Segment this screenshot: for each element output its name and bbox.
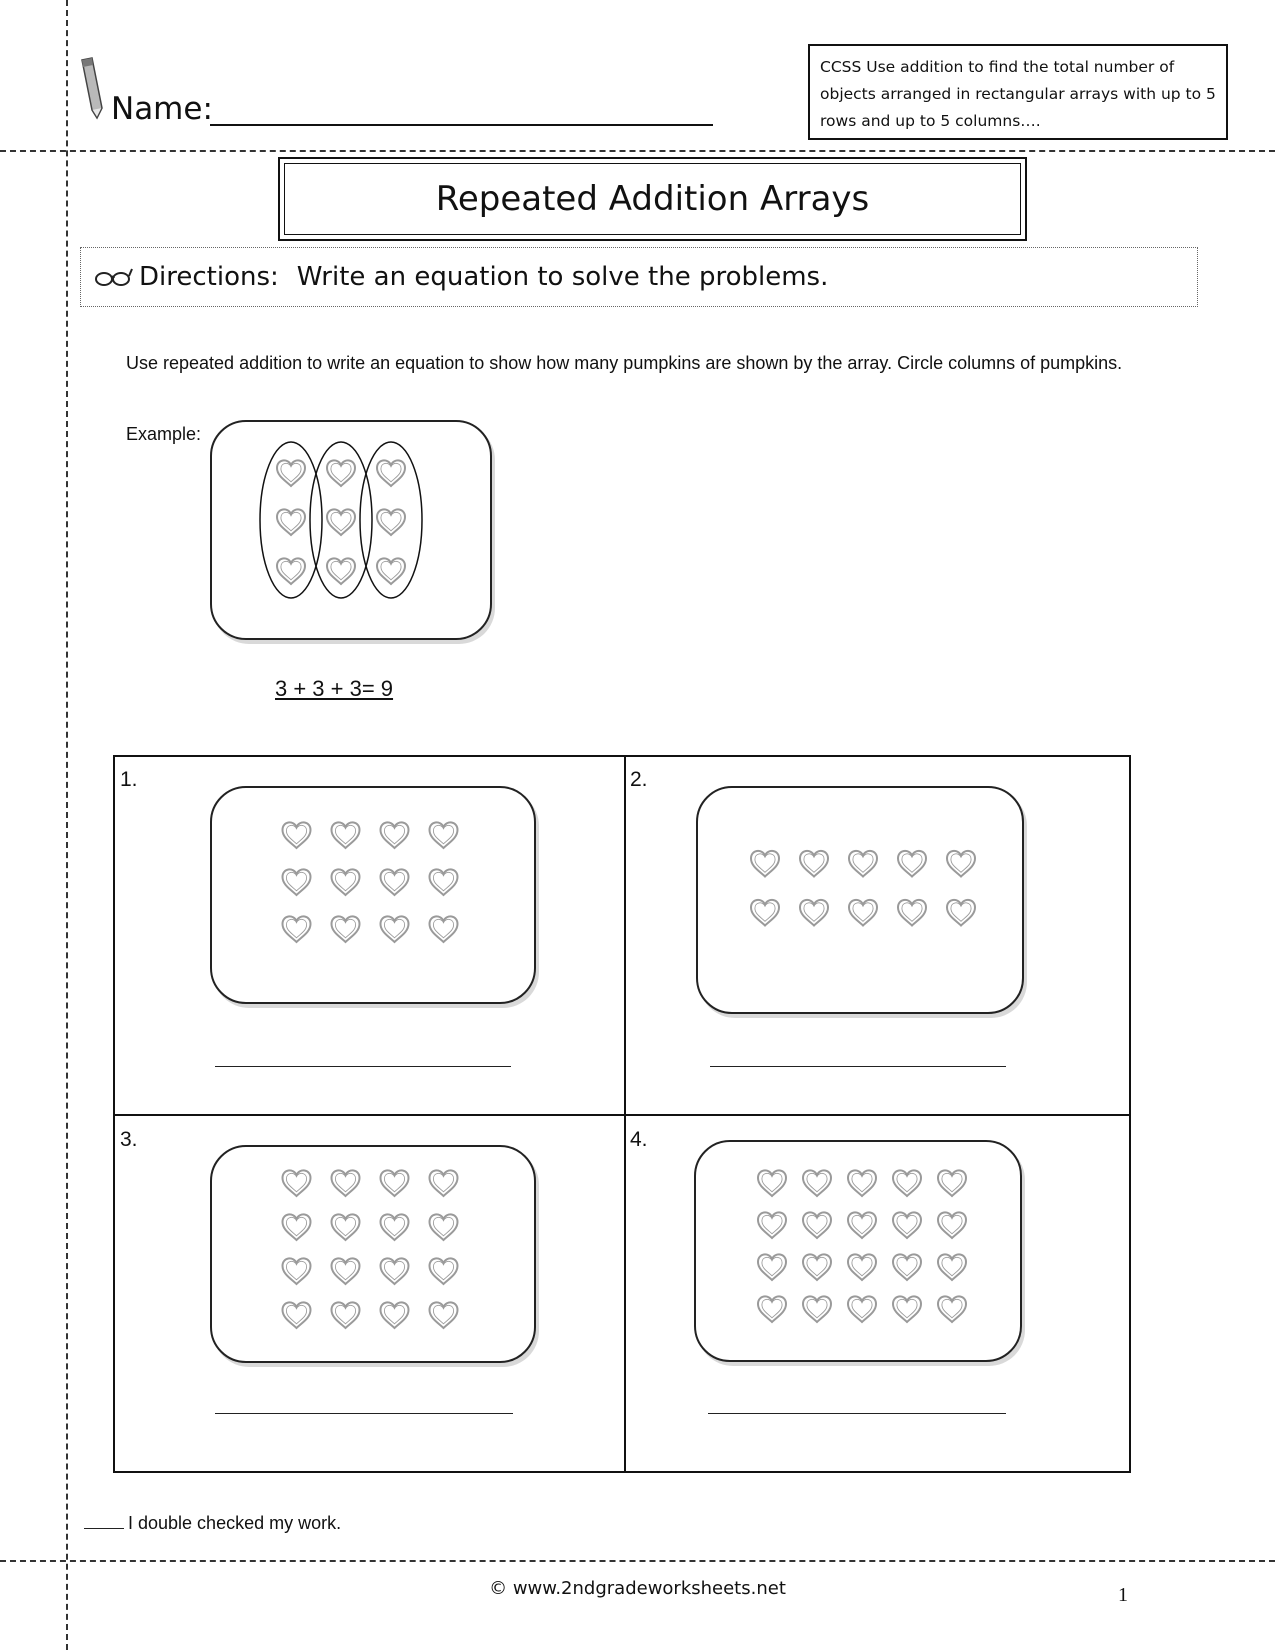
- problem-4-number: 4.: [630, 1128, 648, 1151]
- heart-icon: [803, 1212, 831, 1238]
- heart-icon: [803, 1296, 831, 1322]
- heart-icon: [381, 1302, 409, 1328]
- heart-icon: [332, 1302, 360, 1328]
- heart-icon: [800, 851, 828, 877]
- glasses-icon: [93, 265, 133, 289]
- heart-icon: [332, 869, 360, 895]
- heart-icon: [430, 1258, 458, 1284]
- heart-icon: [938, 1254, 966, 1280]
- title-box: [278, 157, 1027, 241]
- heart-icon: [430, 869, 458, 895]
- heart-icon: [938, 1296, 966, 1322]
- double-check-blank[interactable]: [84, 1528, 124, 1529]
- heart-icon: [332, 1170, 360, 1196]
- heart-icon: [377, 509, 405, 535]
- heart-icon: [803, 1254, 831, 1280]
- heart-icon: [332, 822, 360, 848]
- example-heart-array: [210, 420, 488, 636]
- heart-icon: [803, 1170, 831, 1196]
- heart-icon: [283, 1258, 311, 1284]
- heart-icon: [430, 1170, 458, 1196]
- name-label: Name:: [111, 91, 213, 127]
- directions-bar: [80, 247, 1198, 307]
- problem-1-answer-line[interactable]: [215, 1066, 511, 1067]
- heart-icon: [283, 1302, 311, 1328]
- problem-3-answer-line[interactable]: [215, 1413, 513, 1414]
- heart-icon: [277, 460, 305, 486]
- heart-icon: [898, 900, 926, 926]
- heart-icon: [377, 460, 405, 486]
- problem-4-heart-array: [694, 1140, 1018, 1358]
- grid-horizontal-divider: [115, 1114, 1129, 1116]
- pencil-icon: [74, 56, 108, 122]
- heart-icon: [893, 1296, 921, 1322]
- heart-icon: [898, 851, 926, 877]
- heart-icon: [848, 1254, 876, 1280]
- heart-icon: [947, 900, 975, 926]
- heart-icon: [893, 1254, 921, 1280]
- heart-icon: [430, 1214, 458, 1240]
- bottom-dashed-guide: [0, 1560, 1275, 1562]
- problem-3-heart-array: [210, 1145, 532, 1359]
- heart-icon: [283, 916, 311, 942]
- heart-icon: [848, 1170, 876, 1196]
- name-field[interactable]: [210, 124, 713, 126]
- ccss-standard-box: CCSS Use addition to find the total number of objects arranged in rectangular arrays with up to 5 rows and up to 5 columns….: [808, 44, 1228, 140]
- example-equation: 3 + 3 + 3= 9: [275, 676, 394, 701]
- heart-icon: [938, 1212, 966, 1238]
- instructions-text: Use repeated addition to write an equation to show how many pumpkins are shown by the array. Circle columns of pumpkins.: [126, 353, 1123, 373]
- directions-label: Directions:: [139, 262, 279, 292]
- heart-icon: [430, 822, 458, 848]
- page-number: 1: [1118, 1584, 1128, 1606]
- double-check-line: [84, 1513, 341, 1534]
- heart-icon: [283, 1170, 311, 1196]
- problem-2-answer-line[interactable]: [710, 1066, 1006, 1067]
- heart-icon: [381, 1170, 409, 1196]
- heart-icon: [751, 900, 779, 926]
- problem-3-number: 3.: [120, 1128, 138, 1151]
- heart-icon: [381, 1214, 409, 1240]
- heart-icon: [332, 916, 360, 942]
- heart-icon: [849, 851, 877, 877]
- heart-icon: [327, 558, 355, 584]
- heart-icon: [332, 1214, 360, 1240]
- footer-copyright: © www.2ndgradeworksheets.net: [489, 1578, 786, 1599]
- heart-icon: [332, 1258, 360, 1284]
- heart-icon: [277, 558, 305, 584]
- heart-icon: [758, 1212, 786, 1238]
- heart-icon: [381, 916, 409, 942]
- heart-icon: [758, 1254, 786, 1280]
- heart-icon: [377, 558, 405, 584]
- left-dashed-guide: [66, 0, 68, 1650]
- heart-icon: [848, 1296, 876, 1322]
- double-check-text: I double checked my work.: [128, 1513, 342, 1533]
- heart-icon: [327, 460, 355, 486]
- heart-icon: [938, 1170, 966, 1196]
- heart-icon: [327, 509, 355, 535]
- directions-text: Write an equation to solve the problems.: [296, 262, 829, 292]
- page-title: Repeated Addition Arrays: [284, 163, 1021, 235]
- problem-1-heart-array: [210, 786, 532, 1000]
- heart-icon: [893, 1212, 921, 1238]
- heart-icon: [758, 1296, 786, 1322]
- problem-2-heart-array: [696, 786, 1020, 1010]
- heart-icon: [430, 916, 458, 942]
- problem-4-answer-line[interactable]: [708, 1413, 1006, 1414]
- heart-icon: [758, 1170, 786, 1196]
- heart-icon: [751, 851, 779, 877]
- heart-icon: [849, 900, 877, 926]
- example-label: Example:: [126, 424, 202, 444]
- heart-icon: [277, 509, 305, 535]
- heart-icon: [947, 851, 975, 877]
- heart-icon: [283, 822, 311, 848]
- heart-icon: [283, 1214, 311, 1240]
- heart-icon: [893, 1170, 921, 1196]
- heart-icon: [430, 1302, 458, 1328]
- heart-icon: [381, 1258, 409, 1284]
- problem-2-number: 2.: [630, 768, 648, 791]
- heart-icon: [381, 869, 409, 895]
- heart-icon: [800, 900, 828, 926]
- heart-icon: [848, 1212, 876, 1238]
- heart-icon: [283, 869, 311, 895]
- heart-icon: [381, 822, 409, 848]
- problem-1-number: 1.: [120, 768, 138, 791]
- top-dashed-guide: [0, 150, 1275, 152]
